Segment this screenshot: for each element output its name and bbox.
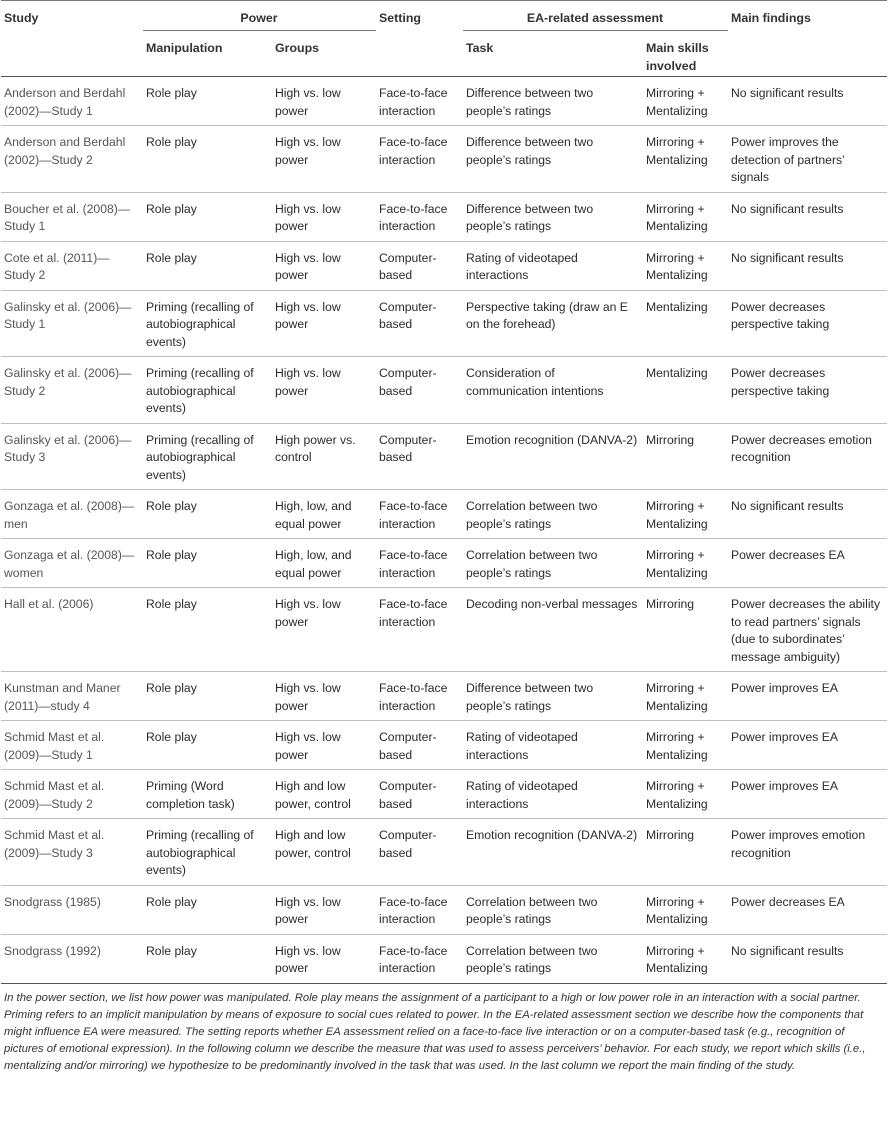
table-row: [1, 770, 887, 819]
header-setting: Setting: [379, 11, 421, 25]
findings-cell: No significant results: [731, 499, 844, 513]
manipulation-cell: Role play: [146, 894, 197, 909]
skills-cell: Mirroring + Mentalizing: [646, 681, 708, 713]
manipulation-cell: Role play: [146, 250, 197, 265]
table-row: [1, 885, 887, 934]
findings-cell: Power decreases the ability to read partners’ signals (due to subordinates’ message ambiguity): [731, 597, 881, 664]
manipulation-cell: Role play: [146, 499, 197, 513]
skills-cell: Mirroring + Mentalizing: [646, 135, 708, 167]
manipulation-cell: Priming (recalling of autobiographical events): [146, 299, 254, 349]
findings-cell: No significant results: [731, 201, 844, 216]
findings-cell: Power decreases perspective taking: [731, 299, 830, 331]
table-row: [1, 539, 887, 588]
header-manipulation: Manipulation: [146, 41, 223, 55]
table-row: [1, 423, 887, 490]
table-body: [1, 77, 887, 984]
groups-cell: High vs. low power: [275, 943, 341, 975]
groups-cell: High vs. low power: [275, 86, 341, 118]
groups-cell: High and low power, control: [275, 828, 351, 860]
header-power: Power: [143, 1, 376, 31]
setting-cell: Computer-based: [379, 299, 437, 331]
groups-cell: High vs. low power: [275, 730, 341, 762]
header-setting-sub: [376, 31, 463, 77]
groups-cell: High vs. low power: [275, 250, 341, 282]
study-cell: Anderson and Berdahl (2002)—Study 1: [4, 86, 126, 118]
manipulation-cell: Role play: [146, 943, 197, 958]
table-row: [1, 721, 887, 770]
skills-cell: Mentalizing: [646, 366, 708, 380]
header-study: Study: [4, 11, 39, 25]
task-cell: Correlation between two people’s ratings: [466, 499, 598, 531]
setting-cell: Computer-based: [379, 250, 437, 282]
header-ea-assessment: EA-related assessment: [463, 1, 728, 31]
skills-cell: Mirroring + Mentalizing: [646, 730, 708, 762]
task-cell: Rating of videotaped interactions: [466, 250, 578, 282]
task-cell: Emotion recognition (DANVA-2): [466, 828, 638, 842]
table-row: [1, 290, 887, 357]
study-cell: Cote et al. (2011)—Study 2: [4, 250, 110, 282]
findings-cell: Power decreases emotion recognition: [731, 432, 872, 464]
task-cell: Difference between two people’s ratings: [466, 201, 594, 233]
findings-cell: Power improves EA: [731, 681, 839, 695]
setting-cell: Face-to-face interaction: [379, 499, 448, 531]
skills-cell: Mirroring + Mentalizing: [646, 894, 708, 926]
study-cell: Schmid Mast et al. (2009)—Study 1: [4, 730, 105, 762]
setting-cell: Face-to-face interaction: [379, 135, 448, 167]
skills-cell: Mirroring + Mentalizing: [646, 86, 708, 118]
findings-cell: Power decreases EA: [731, 894, 845, 909]
task-cell: Emotion recognition (DANVA-2): [466, 432, 638, 447]
table-header: [1, 1, 887, 77]
header-main-findings: Main findings: [731, 11, 811, 25]
setting-cell: Computer-based: [379, 730, 437, 762]
manipulation-cell: Priming (recalling of autobiographical events): [146, 432, 254, 482]
header-study-sub: [1, 31, 143, 77]
study-cell: Kunstman and Maner (2011)—study 4: [4, 681, 121, 713]
task-cell: Correlation between two people’s ratings: [466, 943, 598, 975]
study-cell: Boucher et al. (2008)—Study 1: [4, 201, 131, 233]
setting-cell: Face-to-face interaction: [379, 681, 448, 713]
header-task: Task: [466, 41, 494, 55]
table-row: [1, 77, 887, 126]
skills-cell: Mentalizing: [646, 299, 708, 314]
setting-cell: Computer-based: [379, 366, 437, 398]
findings-cell: Power improves emotion recognition: [731, 828, 866, 860]
table-footnote: In the power section, we list how power was manipulated. Role play means the assignment of a participant to a high or low power role in an interaction with a social partner. Priming refers to an implicit manipulation by means of exposure to social cues related to power. In the EA-related assessment section we describe how the components that might influence EA were measured. The setting reports whether EA assessment relied on a face-to-face live interaction or on a computer-based task (e.g., recognition of pictures of emotional expression). In the following column we describe the measure that was used to assess perceivers’ behavior. For each study, we report which skills (i.e., mentalizing and/or mirroring) we hypothesize to be predominantly involved in the task that was used. In the last column we report the main finding of the study.: [4, 991, 866, 1073]
table-row: [1, 819, 887, 886]
groups-cell: High vs. low power: [275, 201, 341, 233]
manipulation-cell: Priming (recalling of autobiographical events): [146, 828, 254, 877]
table-row: [1, 357, 887, 424]
table-row: [1, 490, 887, 539]
task-cell: Consideration of communication intentions: [466, 366, 604, 398]
task-cell: Rating of videotaped interactions: [466, 779, 578, 811]
findings-cell: No significant results: [731, 250, 844, 265]
skills-cell: Mirroring: [646, 828, 695, 842]
findings-cell: Power decreases EA: [731, 548, 845, 562]
groups-cell: High, low, and equal power: [275, 499, 352, 531]
groups-cell: High vs. low power: [275, 597, 341, 629]
groups-cell: High vs. low power: [275, 681, 341, 713]
skills-cell: Mirroring + Mentalizing: [646, 548, 708, 580]
header-groups: Groups: [275, 41, 320, 55]
skills-cell: Mirroring + Mentalizing: [646, 943, 708, 975]
manipulation-cell: Priming (Word completion task): [146, 779, 235, 811]
task-cell: Difference between two people’s ratings: [466, 86, 594, 118]
table-row: [1, 192, 887, 241]
task-cell: Difference between two people’s ratings: [466, 681, 594, 713]
findings-cell: Power decreases perspective taking: [731, 366, 830, 398]
task-cell: Correlation between two people’s ratings: [466, 548, 598, 580]
findings-cell: Power improves the detection of partners’ signals: [731, 135, 845, 184]
setting-cell: Face-to-face interaction: [379, 86, 448, 118]
groups-cell: High vs. low power: [275, 894, 341, 926]
findings-cell: No significant results: [731, 86, 844, 100]
groups-cell: High vs. low power: [275, 366, 341, 398]
manipulation-cell: Priming (recalling of autobiographical events): [146, 366, 254, 415]
table-row: [1, 241, 887, 290]
task-cell: Correlation between two people’s ratings: [466, 894, 598, 926]
task-cell: Perspective taking (draw an E on the forehead): [466, 299, 628, 331]
setting-cell: Computer-based: [379, 779, 437, 811]
study-cell: Galinsky et al. (2006)—Study 1: [4, 299, 132, 331]
setting-cell: Computer-based: [379, 432, 437, 464]
manipulation-cell: Role play: [146, 681, 197, 695]
setting-cell: Computer-based: [379, 828, 437, 860]
skills-cell: Mirroring: [646, 597, 695, 611]
study-cell: Schmid Mast et al. (2009)—Study 3: [4, 828, 105, 860]
table-row: [1, 672, 887, 721]
table-row: [1, 934, 887, 983]
groups-cell: High and low power, control: [275, 779, 351, 811]
study-cell: Snodgrass (1985): [4, 894, 101, 909]
manipulation-cell: Role play: [146, 730, 197, 744]
groups-cell: High vs. low power: [275, 135, 341, 167]
setting-cell: Face-to-face interaction: [379, 894, 448, 926]
findings-cell: Power improves EA: [731, 779, 839, 793]
study-cell: Anderson and Berdahl (2002)—Study 2: [4, 135, 126, 167]
skills-cell: Mirroring: [646, 432, 695, 447]
setting-cell: Face-to-face interaction: [379, 943, 448, 975]
table-row: [1, 588, 887, 672]
study-cell: Snodgrass (1992): [4, 943, 101, 958]
setting-cell: Face-to-face interaction: [379, 548, 448, 580]
skills-cell: Mirroring + Mentalizing: [646, 779, 708, 811]
skills-cell: Mirroring + Mentalizing: [646, 201, 708, 233]
table-row: [1, 126, 887, 193]
study-cell: Schmid Mast et al. (2009)—Study 2: [4, 779, 105, 811]
groups-cell: High power vs. control: [275, 432, 356, 464]
task-cell: Decoding non-verbal messages: [466, 597, 638, 611]
study-cell: Galinsky et al. (2006)—Study 3: [4, 432, 132, 464]
studies-table: [1, 0, 887, 984]
task-cell: Rating of videotaped interactions: [466, 730, 578, 762]
findings-cell: No significant results: [731, 943, 844, 958]
study-cell: Gonzaga et al. (2008)—women: [4, 548, 135, 580]
header-main-skills: Main skills involved: [646, 41, 709, 73]
study-cell: Gonzaga et al. (2008)—men: [4, 499, 135, 531]
manipulation-cell: Role play: [146, 548, 197, 562]
study-cell: Galinsky et al. (2006)—Study 2: [4, 366, 132, 398]
groups-cell: High vs. low power: [275, 299, 341, 331]
skills-cell: Mirroring + Mentalizing: [646, 250, 708, 282]
manipulation-cell: Role play: [146, 86, 197, 100]
setting-cell: Face-to-face interaction: [379, 597, 448, 629]
skills-cell: Mirroring + Mentalizing: [646, 499, 708, 531]
manipulation-cell: Role play: [146, 597, 197, 611]
manipulation-cell: Role play: [146, 135, 197, 149]
manipulation-cell: Role play: [146, 201, 197, 216]
header-findings-sub: [728, 31, 887, 77]
study-cell: Hall et al. (2006): [4, 597, 94, 611]
task-cell: Difference between two people’s ratings: [466, 135, 594, 167]
setting-cell: Face-to-face interaction: [379, 201, 448, 233]
findings-cell: Power improves EA: [731, 730, 839, 744]
groups-cell: High, low, and equal power: [275, 548, 352, 580]
